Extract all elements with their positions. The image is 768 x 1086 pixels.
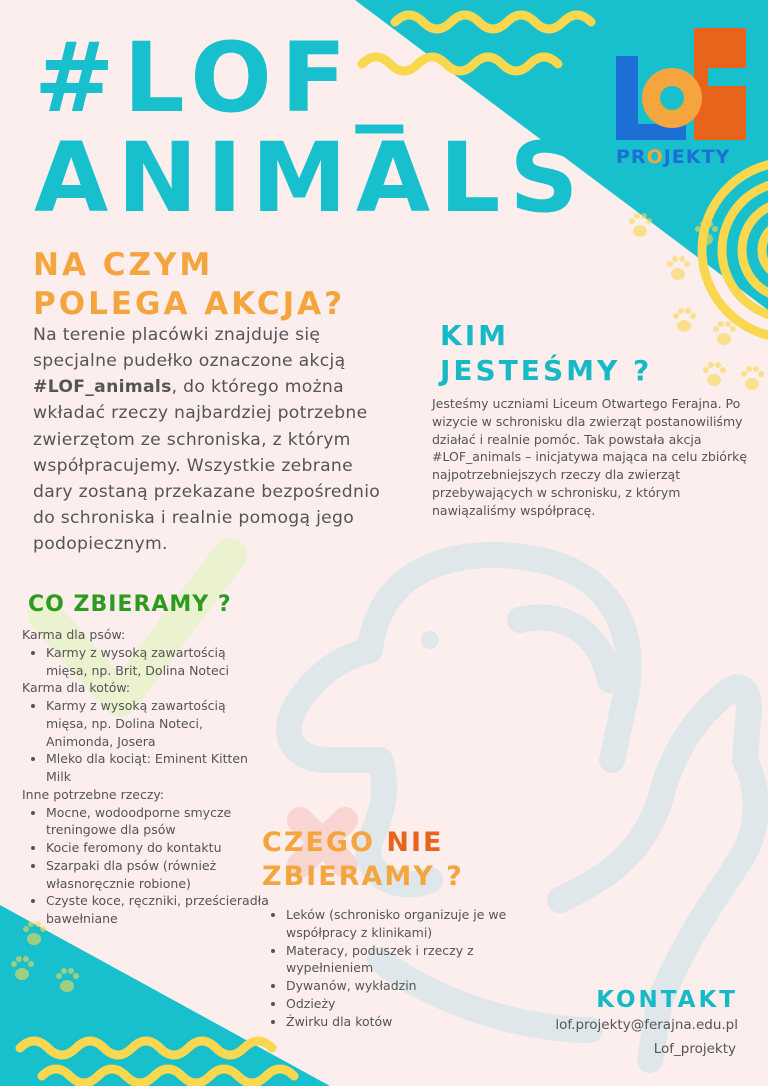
nie-heading-line1 (262, 826, 464, 860)
nie-heading-czego: CZEGO (262, 827, 387, 858)
akcja-heading-line2: POLEGA AKCJA? (33, 285, 346, 322)
co-list (22, 626, 270, 928)
kim-text: Jesteśmy uczniami Liceum Otwartego Ferajna. Po wizycie w schronisku dla zwierząt postanowiliśmy działać i realnie pomóc. Tak powstała akcja #LOF_animals – inicjatywa mająca na celu zbiórkę najpotrzebniejszych rzeczy dla zwierząt przebywających w schronisku, z którym nawiązaliśmy współpracę. (432, 396, 748, 518)
lof-logo (612, 28, 752, 178)
list-item: • Kocie feromony do kontaktu (46, 839, 270, 857)
list-item: • Materacy, poduszek i rzeczy z wypełnieniem (286, 942, 536, 978)
logo-mark-icon (612, 28, 752, 148)
logo-projekty-o: O (646, 146, 664, 168)
logo-projekty-pre: PR (616, 146, 647, 168)
nie-heading-line2: ZBIERAMY ? (262, 860, 464, 892)
kontakt-handle[interactable]: Lof_projekty (653, 1041, 736, 1057)
co-group-list (22, 644, 270, 680)
kim-heading (440, 318, 652, 388)
list-item: • Karmy z wysoką zawartością mięsa, np. Dolina Noteci, Animonda, Josera (46, 697, 270, 750)
list-item: • Szarpaki dla psów (również własnoręcznie robione) (46, 857, 270, 893)
akcja-text (33, 322, 393, 557)
page-title-line1: #LOF_ (34, 22, 413, 134)
nie-heading (262, 826, 464, 894)
akcja-heading (33, 246, 345, 324)
dog-eye-icon (421, 631, 439, 649)
co-group-list (22, 697, 270, 786)
kontakt-email[interactable]: lof.projekty@ferajna.edu.pl (555, 1017, 738, 1033)
list-item: • Żwirku dla kotów (286, 1013, 536, 1031)
kim-heading-line2: JESTEŚMY ? (440, 354, 653, 387)
co-group-label: Karma dla psów: (22, 627, 126, 642)
co-group-label: Inne potrzebne rzeczy: (22, 786, 165, 802)
co-heading: CO ZBIERAMY ? (28, 592, 232, 617)
co-group-list (22, 804, 270, 928)
list-item: • Dywanów, wykładzin (286, 977, 536, 995)
kim-heading-line1: KIM (440, 319, 509, 352)
list-item: • Leków (schronisko organizuje je we współpracy z klinikami) (286, 906, 536, 942)
nie-heading-nie: NIE (386, 827, 444, 858)
list-item: • Mocne, wodoodporne smycze treningowe dla psów (46, 804, 270, 840)
logo-projekty-post: JEKTY (663, 146, 731, 168)
akcja-heading-line1: NA CZYM (33, 247, 214, 283)
list-item: • Odzieży (286, 995, 536, 1013)
page-title-line2: ANIMALS (34, 122, 588, 234)
nie-list (262, 906, 536, 1030)
akcja-text-bold: #LOF_animals (33, 377, 172, 398)
co-group-label: Karma dla kotów: (22, 680, 131, 696)
logo-projekty-text (616, 146, 730, 168)
akcja-text-after: , do którego można wkładać rzeczy najbardziej potrzebne zwierzętom ze schroniska, z którym współpracujemy. Wszystkie zebrane dary zostaną przekazane bezpośrednio do schroniska i realnie pomogą jego podopiecznym. (33, 377, 381, 555)
akcja-text-before: Na terenie placówki znajduje się specjalne pudełko oznaczone akcją (33, 325, 346, 372)
list-item: • Mleko dla kociąt: Eminent Kitten Milk (46, 750, 270, 786)
list-item: • Karmy z wysoką zawartością mięsa, np. Brit, Dolina Noteci (46, 644, 270, 680)
list-item: • Czyste koce, ręczniki, prześcieradła bawełniane (46, 892, 270, 928)
kontakt-heading: KONTAKT (596, 987, 738, 1013)
